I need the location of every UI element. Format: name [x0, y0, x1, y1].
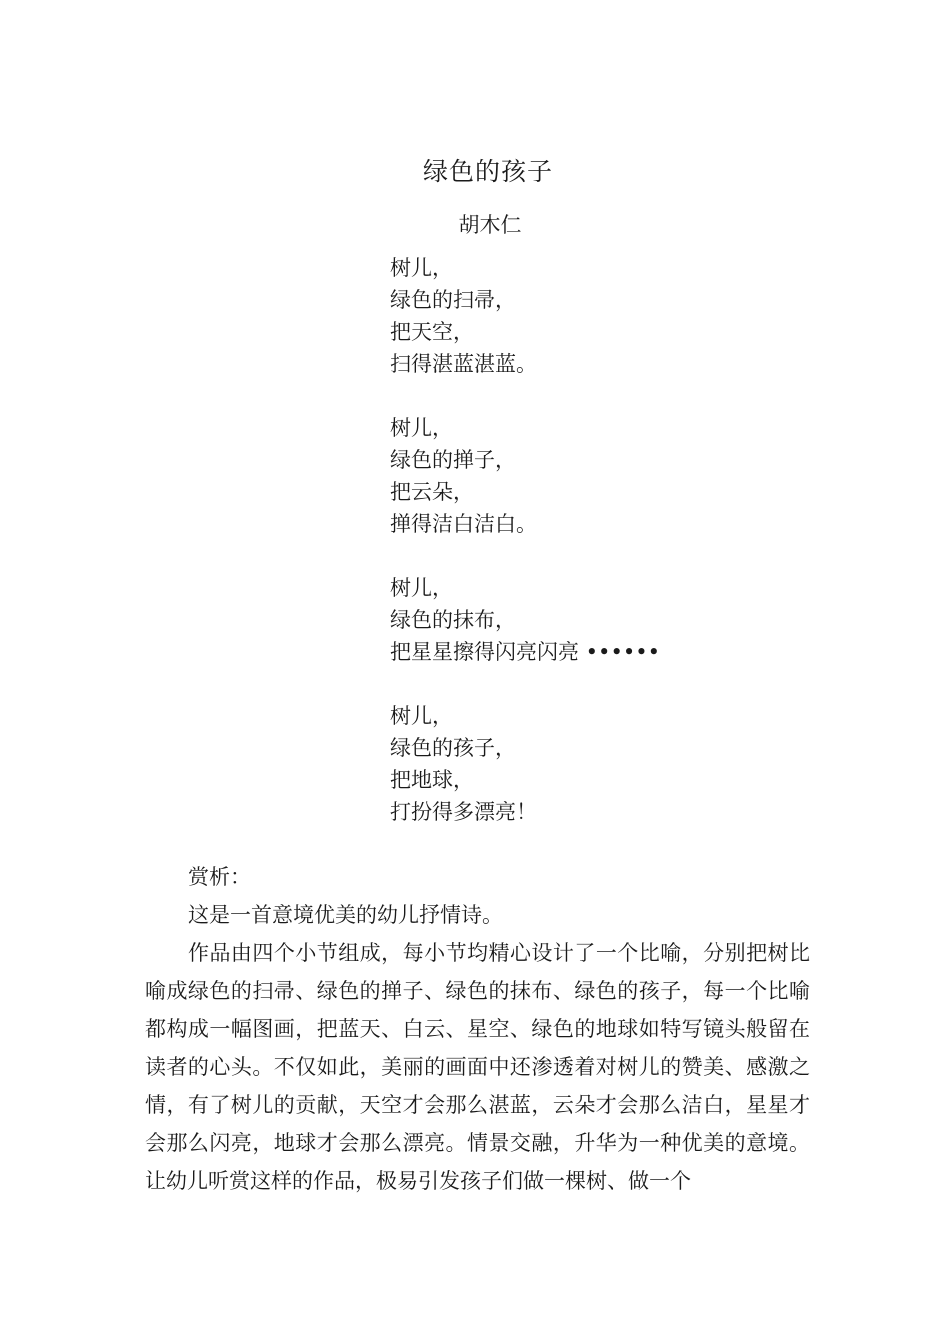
- poem-body: [390, 252, 810, 860]
- poem-line: 绿色的掸子，: [390, 448, 516, 472]
- analysis-heading: 赏析：: [188, 865, 251, 889]
- poem-line: 把星星擦得闪亮闪亮 ••••••: [390, 640, 660, 664]
- poem-author: 胡木仁: [458, 213, 522, 237]
- poem-line: 树儿，: [390, 416, 453, 440]
- analysis-section: [145, 858, 810, 1200]
- stanza-3: [390, 572, 810, 668]
- poem-line: 打扮得多漂亮！: [390, 800, 537, 824]
- poem-line: 把天空，: [390, 320, 474, 344]
- analysis-paragraph: 作品由四个小节组成，每小节均精心设计了一个比喻，分别把树比喻成绿色的扫帚、绿色的掸子、绿色的抹布、绿色的孩子，每一个比喻都构成一幅图画，把蓝天、白云、星空、绿色的地球如特写镜头般留在读者的心头。不仅如此，美丽的画面中还渗透着对树儿的赞美、感激之情，有了树儿的贡献，天空才会那么湛蓝，云朵才会那么洁白，星星才会那么闪亮，地球才会那么漂亮。情景交融，升华为一种优美的意境。让幼儿听赏这样的作品，极易引发孩子们做一棵树、做一个: [145, 941, 810, 1193]
- stanza-1: [390, 252, 810, 380]
- poem-line: 掸得洁白洁白。: [390, 512, 537, 536]
- poem-line: 扫得湛蓝湛蓝。: [390, 352, 537, 376]
- poem-title: 绿色的孩子: [422, 157, 553, 186]
- stanza-2: [390, 412, 810, 540]
- poem-line: 绿色的孩子，: [390, 736, 516, 760]
- poem-line: 树儿，: [390, 704, 453, 728]
- poem-line: 树儿，: [390, 256, 453, 280]
- analysis-intro: 这是一首意境优美的幼儿抒情诗。: [188, 903, 503, 927]
- poem-line: 绿色的抹布，: [390, 608, 516, 632]
- poem-line: 把地球，: [390, 768, 474, 792]
- poem-line: 绿色的扫帚，: [390, 288, 516, 312]
- poem-line: 树儿，: [390, 576, 453, 600]
- poem-line: 把云朵，: [390, 480, 474, 504]
- stanza-4: [390, 700, 810, 828]
